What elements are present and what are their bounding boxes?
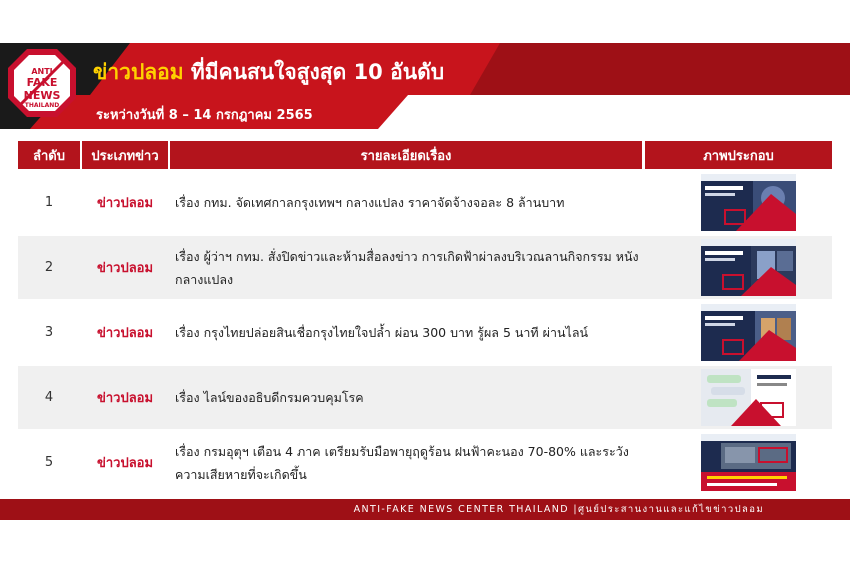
column-header-image: ภาพประกอบ bbox=[645, 141, 832, 169]
logo-line-anti: ANTI bbox=[31, 67, 53, 76]
row-type: ข่าวปลอม bbox=[96, 196, 154, 211]
page-title bbox=[93, 56, 444, 89]
row-rank: 2 bbox=[44, 260, 54, 275]
row-detail: เรื่อง ผู้ว่าฯ กทม. สั่งปิดข่าวและห้ามสื่อลงข่าว การเกิดฟ้าผ่าลงบริเวณลานกิจกรรม หนังกลางแปลง bbox=[175, 248, 639, 287]
title-highlight: ข่าวปลอม bbox=[93, 60, 184, 84]
table-row bbox=[18, 366, 832, 429]
logo-line-news: NEWS bbox=[23, 89, 61, 102]
row-rank: 4 bbox=[44, 390, 54, 405]
row-type: ข่าวปลอม bbox=[96, 261, 154, 276]
logo-line-fake: FAKE bbox=[26, 76, 58, 89]
row-detail: เรื่อง กทม. จัดเทศกาลกรุงเทพฯ กลางแปลง ราคาจัดจ้างจอละ 8 ล้านบาท bbox=[175, 195, 565, 210]
table-row bbox=[18, 171, 832, 234]
row-detail: เรื่อง ไลน์ของอธิบดีกรมควบคุมโรค bbox=[175, 390, 364, 405]
row-rank: 1 bbox=[44, 195, 54, 210]
footer-bar bbox=[0, 499, 850, 520]
column-header-type: ประเภทข่าว bbox=[82, 141, 168, 169]
column-header-rank: ลำดับ bbox=[18, 141, 80, 169]
row-detail: เรื่อง กรุงไทยปล่อยสินเชื่อกรุงไทยใจปล้ำ ผ่อน 300 บาท รู้ผล 5 นาที ผ่านไลน์ bbox=[175, 325, 589, 340]
row-rank: 5 bbox=[44, 455, 54, 470]
table-row bbox=[18, 236, 832, 299]
news-thumbnail[interactable] bbox=[701, 174, 796, 231]
news-thumbnail[interactable] bbox=[701, 239, 796, 296]
row-type: ข่าวปลอม bbox=[96, 391, 154, 406]
title-rest: ที่มีคนสนใจสูงสุด 10 อันดับ bbox=[183, 60, 445, 84]
row-type: ข่าวปลอม bbox=[96, 456, 154, 471]
logo-line-thailand: THAILAND bbox=[24, 102, 60, 109]
news-thumbnail[interactable] bbox=[701, 434, 796, 491]
news-thumbnail[interactable] bbox=[701, 369, 796, 426]
table-row bbox=[18, 301, 832, 364]
row-detail: เรื่อง กรมอุตุฯ เตือน 4 ภาค เตรียมรับมือพายุฤดูร้อน ฝนฟ้าคะนอง 70-80% และระวังความเสียหายที่จะเกิดขึ้น bbox=[175, 443, 629, 482]
date-range: ระหว่างวันที่ 8 – 14 กรกฎาคม 2565 bbox=[96, 108, 313, 123]
table-row bbox=[18, 431, 832, 494]
news-thumbnail[interactable] bbox=[701, 304, 796, 361]
row-rank: 3 bbox=[44, 325, 54, 340]
row-type: ข่าวปลอม bbox=[96, 326, 154, 341]
footer-text: ANTI-FAKE NEWS CENTER THAILAND |ศูนย์ประสานงานและแก้ไขข่าวปลอม bbox=[353, 504, 764, 515]
column-header-detail: รายละเอียดเรื่อง bbox=[170, 141, 642, 169]
